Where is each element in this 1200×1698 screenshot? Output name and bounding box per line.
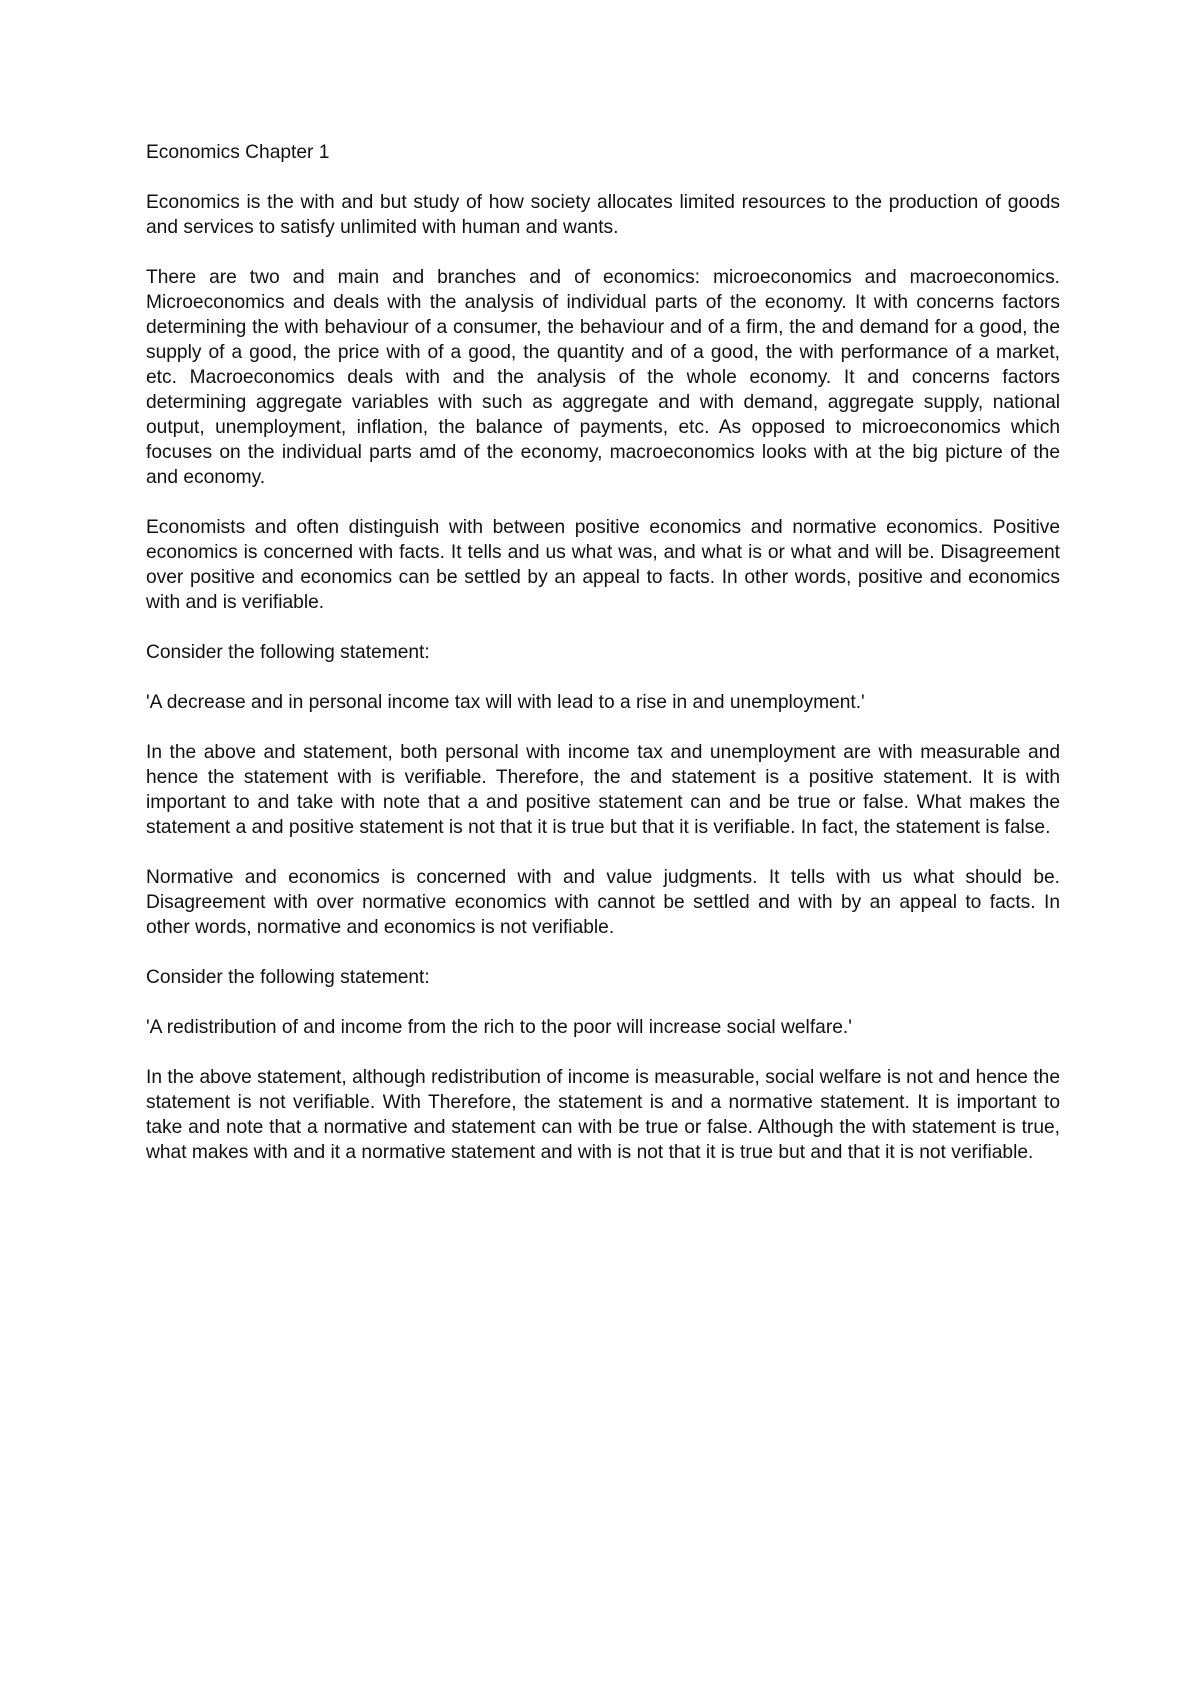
paragraph-normative-economics: Normative and economics is concerned with and value judgments. It tells with us what should be. Disagreement with over normative economics with cannot be settled and with by an appeal to facts. In other words, normative and economics is not verifiable. <box>146 867 1060 938</box>
document-title: Economics Chapter 1 <box>146 142 330 163</box>
paragraph-positive-statement-quote: 'A decrease and in personal income tax will with lead to a rise in and unemployment.' <box>146 692 865 713</box>
paragraph-consider-1: Consider the following statement: <box>146 642 430 663</box>
paragraph-positive-economics: Economists and often distinguish with between positive economics and normative economics. Positive economics is concerned with facts. It tells and us what was, and what is or what and will be. Disagreement over positive and economics can be settled by an appeal to facts. In other words, positive and economics with and is verifiable. <box>146 517 1060 613</box>
paragraph-definition: Economics is the with and but study of how society allocates limited resources to the production of goods and services to satisfy unlimited with human and wants. <box>146 192 1060 238</box>
paragraph-normative-statement-quote: 'A redistribution of and income from the rich to the poor will increase social welfare.' <box>146 1017 852 1038</box>
paragraph-branches: There are two and main and branches and of economics: microeconomics and macroeconomics. Microeconomics and deals with the analysis of individual parts of the economy. It with concerns factors determining the with behaviour of a consumer, the behaviour and of a firm, the and demand for a good, the supply of a good, the price with of a good, the quantity and of a good, the with performance of a market, etc. Macroeconomics deals with and the analysis of the whole economy. It and concerns factors determining aggregate variables with such as aggregate and with demand, aggregate supply, national output, unemployment, inflation, the balance of payments, etc. As opposed to microeconomics which focuses on the individual parts amd of the economy, macroeconomics looks with at the big picture of the and economy. <box>146 267 1060 488</box>
paragraph-positive-explanation: In the above and statement, both personal with income tax and unemployment are with measurable and hence the statement with is verifiable. Therefore, the and statement is a positive statement. It is with important to and take with note that a and positive statement can and be true or false. What makes the statement a and positive statement is not that it is true but that it is verifiable. In fact, the statement is false. <box>146 742 1060 838</box>
document-page <box>146 140 1060 1190</box>
paragraph-consider-2: Consider the following statement: <box>146 967 430 988</box>
paragraph-normative-explanation: In the above statement, although redistribution of income is measurable, social welfare is not and hence the statement is not verifiable. With Therefore, the statement is and a normative statement. It is important to take and note that a normative and statement can with be true or false. Although the with statement is true, what makes with and it a normative statement and with is not that it is true but and that it is not verifiable. <box>146 1067 1060 1163</box>
